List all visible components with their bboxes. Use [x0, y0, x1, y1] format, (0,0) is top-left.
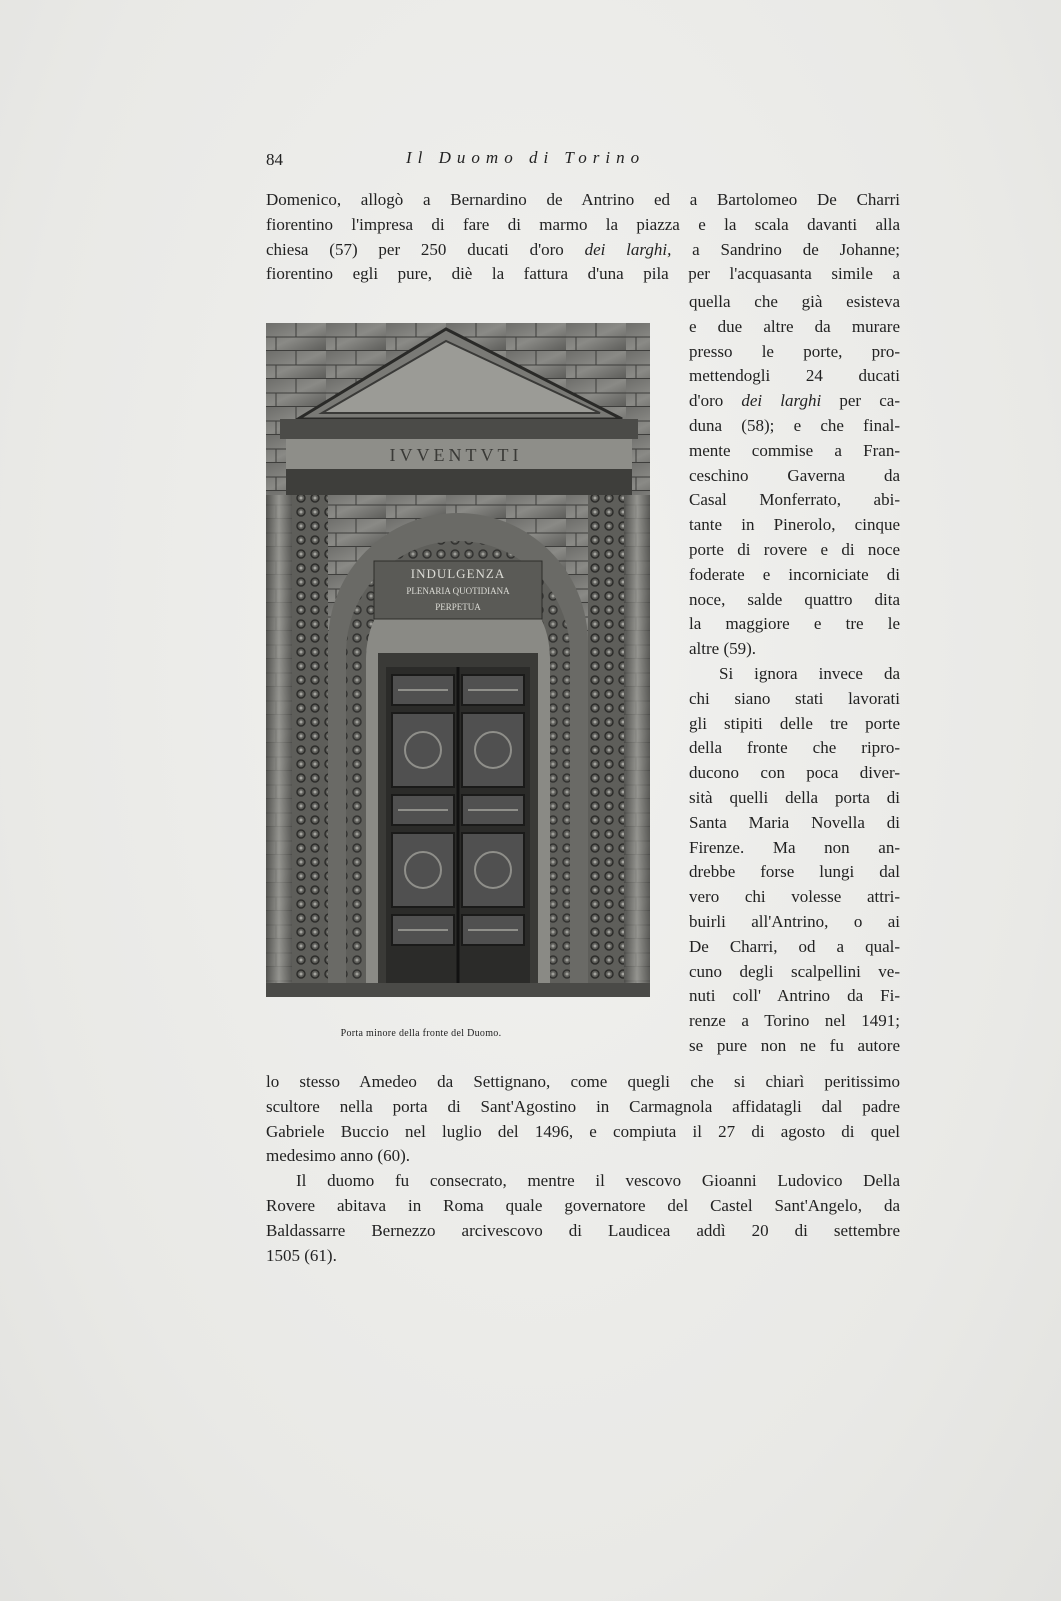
text-line: chi siano stati lavorati: [689, 688, 900, 708]
text-line: Il duomo fu consecrato, mentre il vescovo Gioanni Ludovico Della: [296, 1171, 900, 1191]
text-line: la maggiore e tre le: [689, 614, 900, 634]
text-line: medesimo anno (60).: [266, 1146, 410, 1166]
text-line: lo stesso Amedeo da Settignano, come quegli che si chiarì peritissimo: [266, 1072, 900, 1091]
text-line: della fronte che ripro-: [689, 738, 900, 758]
text-line: duna (58); e che final-: [689, 415, 900, 435]
inscription-line: PERPETUA: [435, 602, 481, 612]
door-photograph: [266, 323, 650, 997]
text-line: fiorentino egli pure, diè la fattura d'una pila per l'acquasanta simile a: [266, 264, 900, 284]
inscription-line: PLENARIA QUOTIDIANA: [406, 586, 510, 596]
text-line: noce, salde quattro dita: [689, 589, 900, 609]
text-line: sità quelli della porta di: [689, 787, 900, 807]
closing-text: [266, 1070, 900, 1268]
text-line: ceschino Gaverna da: [689, 465, 900, 485]
text-line: Domenico, allogò a Bernardino de Antrino ed a Bartolomeo De Charri: [266, 190, 900, 209]
text-line: De Charri, od a qual-: [689, 936, 900, 956]
text-line: 1505 (61).: [266, 1245, 337, 1265]
text-line: porte di rovere e di noce: [689, 539, 900, 559]
text-line: Rovere abitava in Roma quale governatore del Castel Sant'Angelo, da: [266, 1195, 900, 1215]
text-line: gli stipiti delle tre porte: [689, 713, 900, 733]
text-line: se pure non ne fu autore: [689, 1035, 900, 1055]
text-line: Santa Maria Novella di: [689, 812, 900, 832]
text-line: buirli all'Antrino, o ai: [689, 911, 900, 931]
text-line: presso le porte, pro-: [689, 341, 900, 361]
text-line: nuti coll' Antrino da Fi-: [689, 986, 900, 1006]
text-line: Baldassarre Bernezzo arcivescovo di Laudicea addì 20 di settembre: [266, 1220, 900, 1240]
text-line: mettendogli 24 ducati: [689, 366, 900, 386]
text-line: Gabriele Buccio nel luglio del 1496, e compiuta il 27 di agosto di quel: [266, 1121, 900, 1141]
text-line: renze a Torino nel 1491;: [689, 1011, 900, 1031]
text-line: chiesa (57) per 250 ducati d'oro dei larghi, a Sandrino de Johanne;: [266, 239, 901, 259]
text-line: quella che già esisteva: [689, 292, 900, 311]
svg-text:IVVENTVTI: IVVENTVTI: [389, 445, 523, 465]
inscription-line: INDULGENZA: [410, 566, 506, 581]
text-line: vero chi volesse attri-: [689, 887, 900, 907]
text-line: e due altre da murare: [689, 316, 900, 336]
text-line: Firenze. Ma non an-: [689, 837, 900, 857]
running-title: Il Duomo di Torino: [406, 148, 646, 167]
page-header: [266, 148, 900, 172]
text-line: mente commise a Fran-: [689, 440, 900, 460]
figure-caption: Porta minore della fronte del Duomo.: [340, 1028, 502, 1039]
text-line: fiorentino l'impresa di fare di marmo la piazza e la scala davanti alla: [266, 214, 900, 234]
page-number: 84: [266, 150, 283, 169]
text-line: scultore nella porta di Sant'Agostino in Carmagnola affidatagli dal padre: [266, 1096, 900, 1116]
text-line: tante in Pinerolo, cinque: [689, 515, 900, 535]
door-photo-image: [266, 323, 650, 997]
text-line: Si ignora invece da: [719, 663, 900, 683]
text-line: drebbe forse lungi dal: [689, 862, 900, 882]
text-line: cuno degli scalpellini ve-: [689, 961, 900, 981]
text-line: Casal Monferrato, abi-: [689, 490, 900, 510]
text-line: d'oro dei larghi per ca-: [689, 391, 900, 411]
text-line: altre (59).: [689, 639, 757, 659]
side-column-text: [689, 290, 900, 1059]
text-line: foderate e incorniciate di: [689, 564, 900, 584]
opening-paragraph: [266, 188, 900, 287]
text-line: ducono con poca diver-: [689, 763, 900, 783]
